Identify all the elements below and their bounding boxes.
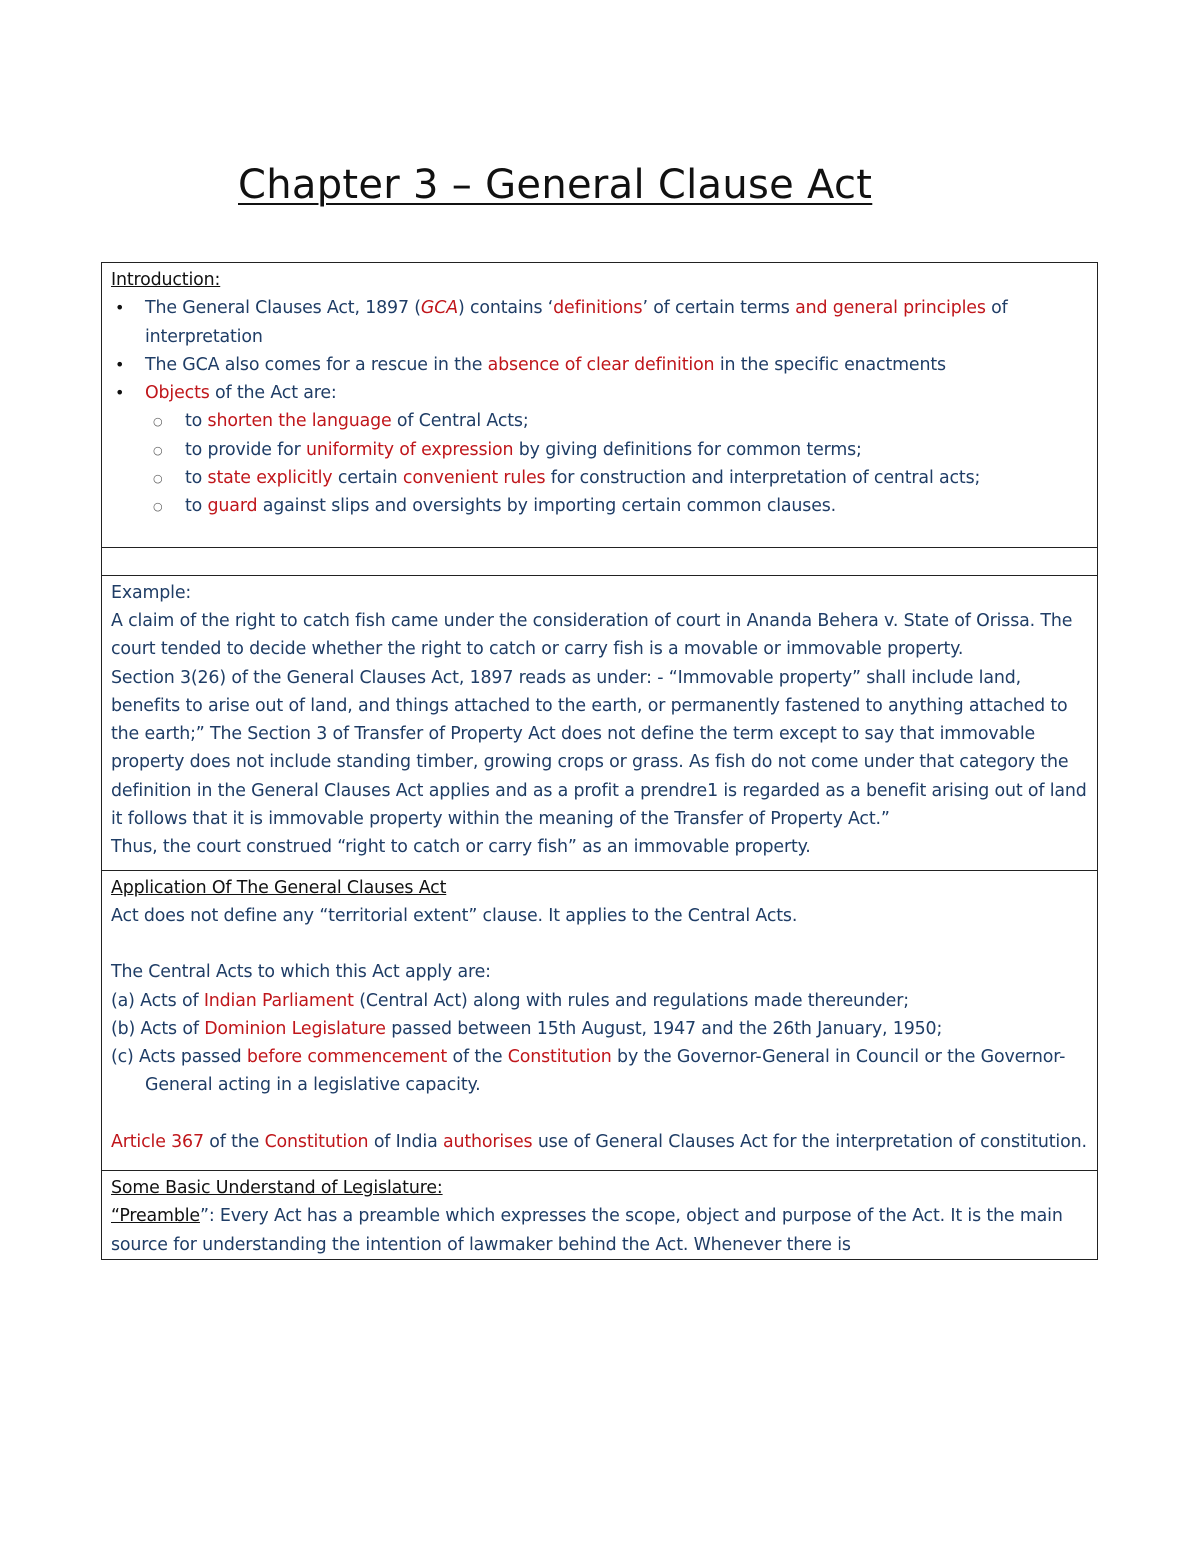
list-item: (c) Acts passed before commencement of the Constitution by the Governor-General in Council or the Governor-General acting in a legislative capacity.: [111, 1047, 1066, 1096]
list-item: ○ to shorten the language of Central Acts;: [111, 407, 1089, 435]
list-item: ○ to guard against slips and oversights by importing certain common clauses.: [111, 492, 1089, 520]
list-item: • The GCA also comes for a rescue in the absence of clear definition in the specific enactments: [111, 351, 1089, 379]
example-row: [102, 575, 1098, 870]
objects-sublist: [111, 407, 1089, 520]
list-item: (b) Acts of Dominion Legislature passed between 15th August, 1947 and the 26th January, 1950;: [111, 1018, 943, 1039]
example-cell: [102, 575, 1098, 870]
example-paragraph-2: Section 3(26) of the General Clauses Act, 1897 reads as under: - “Immovable property” shall include land, benefits to arise out of land, and things attached to the earth, or permanently fastened to anything attached to the earth;” The Section 3 of Transfer of Property Act does not define the term except to say that immovable property does not include standing timber, growing crops or grass. As fish do not come under that category the definition in the General Clauses Act applies and as a profit a prendre1 is regarded as a benefit arising out of land it follows that it is immovable property within the meaning of the Transfer of Property Act.”: [111, 667, 1087, 830]
example-paragraph-3: Thus, the court construed “right to catch or carry fish” as an immovable property.: [111, 837, 811, 858]
empty-cell: [102, 547, 1098, 575]
intro-heading: Introduction:: [111, 270, 221, 290]
example-paragraph-1: A claim of the right to catch fish came under the consideration of court in Ananda Behera v. State of Orissa. The court tended to decide whether the right to catch or carry fish is a movable or immovable property.: [111, 610, 1073, 660]
application-cell: [102, 870, 1098, 1170]
example-heading: Example:: [111, 582, 192, 603]
intro-list: [111, 294, 1089, 520]
preamble-paragraph: “Preamble”: Every Act has a preamble which expresses the scope, object and purpose of the Act. It is the main source for understanding the intention of lawmaker behind the Act. Whenever there is: [111, 1206, 1063, 1255]
intro-cell: [102, 263, 1098, 548]
list-item: (a) Acts of Indian Parliament (Central Act) along with rules and regulations made thereunder;: [111, 990, 909, 1011]
application-paragraph-2: The Central Acts to which this Act apply are:: [111, 962, 491, 983]
basic-row: [102, 1171, 1098, 1260]
application-paragraph-1: Act does not define any “territorial extent” clause. It applies to the Central Acts.: [111, 905, 798, 926]
list-item: • The General Clauses Act, 1897 (GCA) contains ‘definitions’ of certain terms and general principles of interpretation: [111, 294, 1089, 351]
list-item: ○ to provide for uniformity of expression by giving definitions for common terms;: [111, 436, 1089, 464]
basic-cell: [102, 1171, 1098, 1260]
application-row: [102, 870, 1098, 1170]
basic-heading: Some Basic Understand of Legislature:: [111, 1178, 443, 1199]
intro-row: [102, 263, 1098, 548]
page-title: Chapter 3 – General Clause Act: [238, 162, 873, 208]
list-item: • Objects of the Act are: ○ to shorten the language of Central Acts; ○ to provide for uniformity of expression by giving definitions for common terms; ○ to state explicitly certain convenient rules for construction and interpretation of central acts; ○ to guard against slips and oversights by importing certain common clauses.: [111, 379, 1089, 520]
list-item: ○ to state explicitly certain convenient rules for construction and interpretation of central acts;: [111, 464, 1089, 492]
article-paragraph: Article 367 of the Constitution of India authorises use of General Clauses Act for the interpretation of constitution.: [111, 1131, 1087, 1152]
application-heading: Application Of The General Clauses Act: [111, 877, 447, 898]
notes-table: [101, 262, 1098, 1260]
empty-row: [102, 547, 1098, 575]
preamble-term: “Preamble: [111, 1206, 200, 1227]
